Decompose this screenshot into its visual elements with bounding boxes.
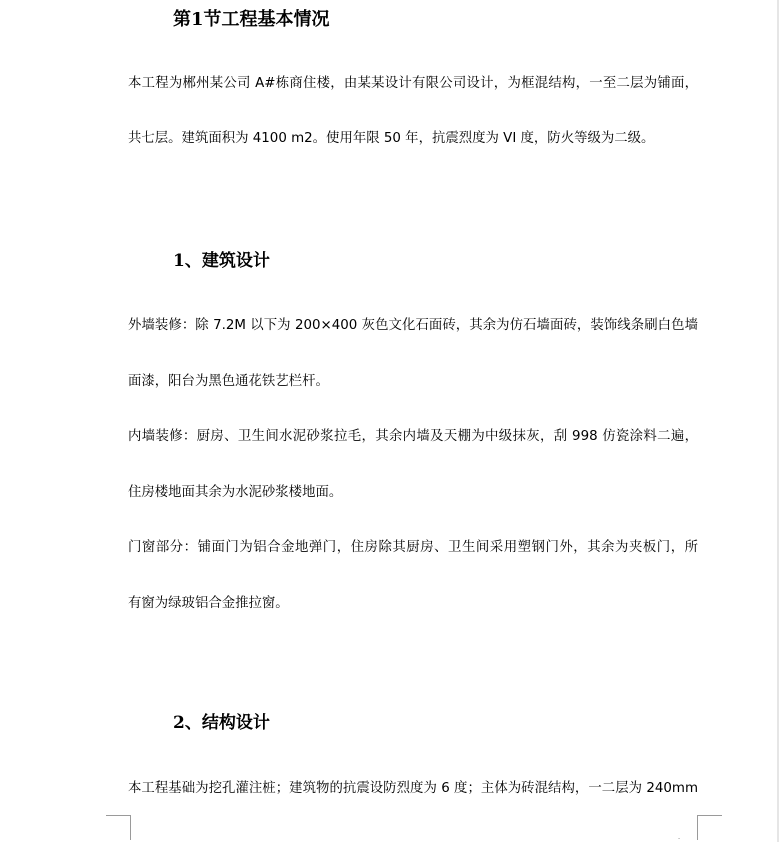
interior-finish-line-1: 内墙装修：厨房、卫生间水泥砂浆拉毛，其余内墙及天棚为中级抹灰，刮 998 仿瓷涂料二遍， bbox=[128, 429, 698, 444]
section-title: 第1节工程基本情况 bbox=[173, 9, 330, 30]
exterior-finish-line-2: 面漆，阳台为黑色通花铁艺栏杆。 bbox=[128, 374, 329, 389]
intro-paragraph-line-2: 共七层。建筑面积为 4100 m2。使用年限 50 年，抗震烈度为 VI 度，防火等级为二级。 bbox=[128, 131, 655, 146]
crop-mark-left bbox=[106, 815, 131, 840]
crop-mark-right bbox=[697, 815, 722, 840]
architecture-heading: 1、建筑设计 bbox=[173, 251, 270, 271]
doors-windows-line-1: 门窗部分：铺面门为铝合金地弹门，住房除其厨房、卫生间采用塑钢门外，其余为夹板门，所 bbox=[128, 540, 698, 555]
intro-paragraph-line-1: 本工程为郴州某公司 A#栋商住楼，由某某设计有限公司设计，为框混结构，一至二层为铺面， bbox=[128, 76, 698, 91]
interior-finish-line-2: 住房楼地面其余为水泥砂浆楼地面。 bbox=[128, 485, 343, 500]
structure-heading: 2、结构设计 bbox=[173, 713, 270, 733]
structure-paragraph-line-1: 本工程基础为挖孔灌注桩；建筑物的抗震设防烈度为 6 度；主体为砖混结构，一二层为 240mm bbox=[128, 781, 698, 796]
page-number-marker: - bbox=[678, 835, 681, 842]
doors-windows-line-2: 有窗为绿玻铝合金推拉窗。 bbox=[128, 596, 289, 611]
exterior-finish-line-1: 外墙装修：除 7.2M 以下为 200×400 灰色文化石面砖，其余为仿石墙面砖，装饰线条刷白色墙 bbox=[128, 318, 698, 333]
